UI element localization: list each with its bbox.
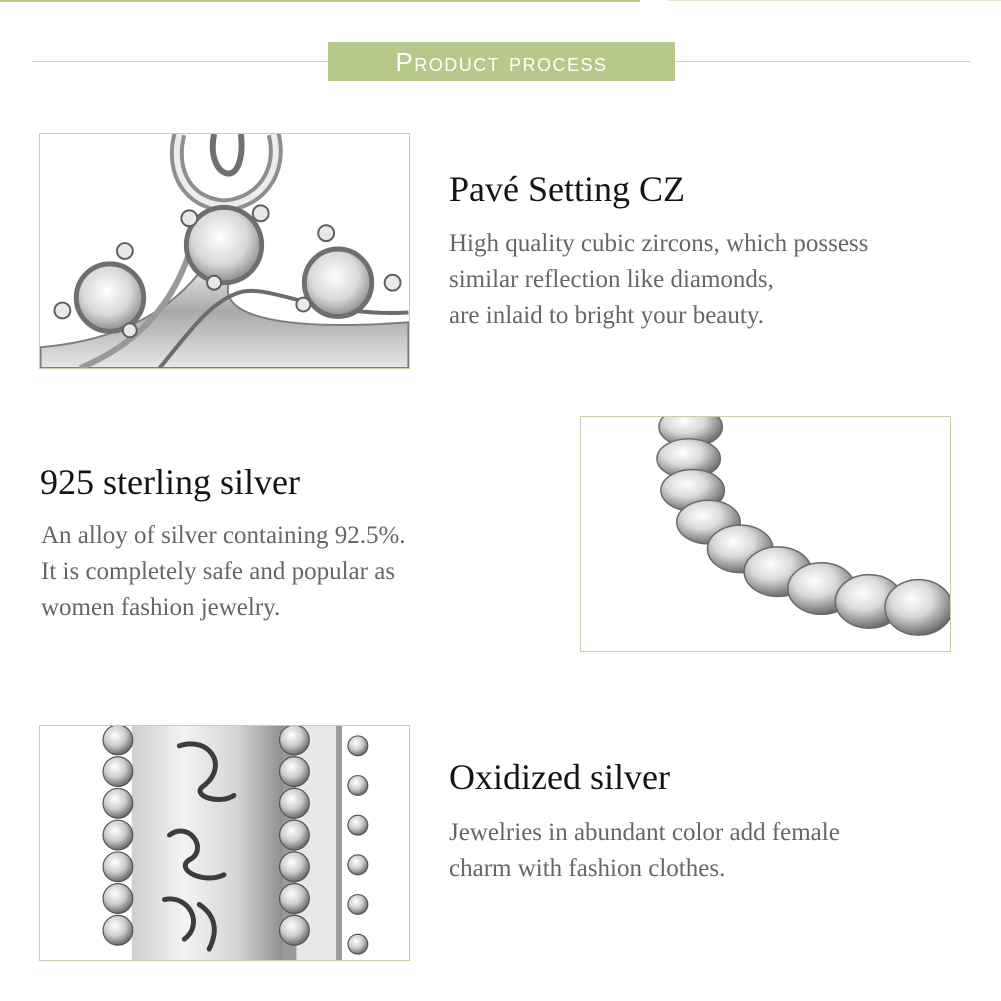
beaded-silver-band-photo — [580, 416, 951, 652]
feature-heading-pave-setting: Pavé Setting CZ — [449, 169, 685, 209]
description-line: High quality cubic zircons, which possess — [449, 230, 869, 257]
description-line: An alloy of silver containing 92.5%. — [41, 522, 406, 549]
feature-description-oxidized-silver — [449, 815, 840, 887]
banner-rule-left — [32, 61, 328, 62]
oxidized-silver-bead-photo — [39, 725, 410, 961]
description-line: are inlaid to bright your beauty. — [449, 302, 764, 329]
feature-description-pave-setting — [449, 226, 868, 334]
description-line: similar reflection like diamonds, — [449, 266, 774, 293]
description-line: charm with fashion clothes. — [449, 855, 726, 882]
section-banner — [328, 42, 675, 81]
description-line: Jewelries in abundant color add female — [449, 819, 840, 846]
feature-heading-sterling-silver: 925 sterling silver — [40, 462, 300, 502]
description-line: It is completely safe and popular as — [41, 558, 396, 585]
feature-description-sterling-silver — [41, 518, 406, 626]
banner-rule-right — [675, 61, 970, 62]
cz-crown-charm-photo — [39, 133, 410, 369]
top-accent-line-faint — [668, 0, 1001, 1]
description-line: women fashion jewelry. — [41, 594, 281, 621]
feature-heading-oxidized-silver: Oxidized silver — [449, 757, 670, 797]
section-title: Product process — [395, 46, 608, 77]
top-accent-line — [0, 0, 640, 2]
